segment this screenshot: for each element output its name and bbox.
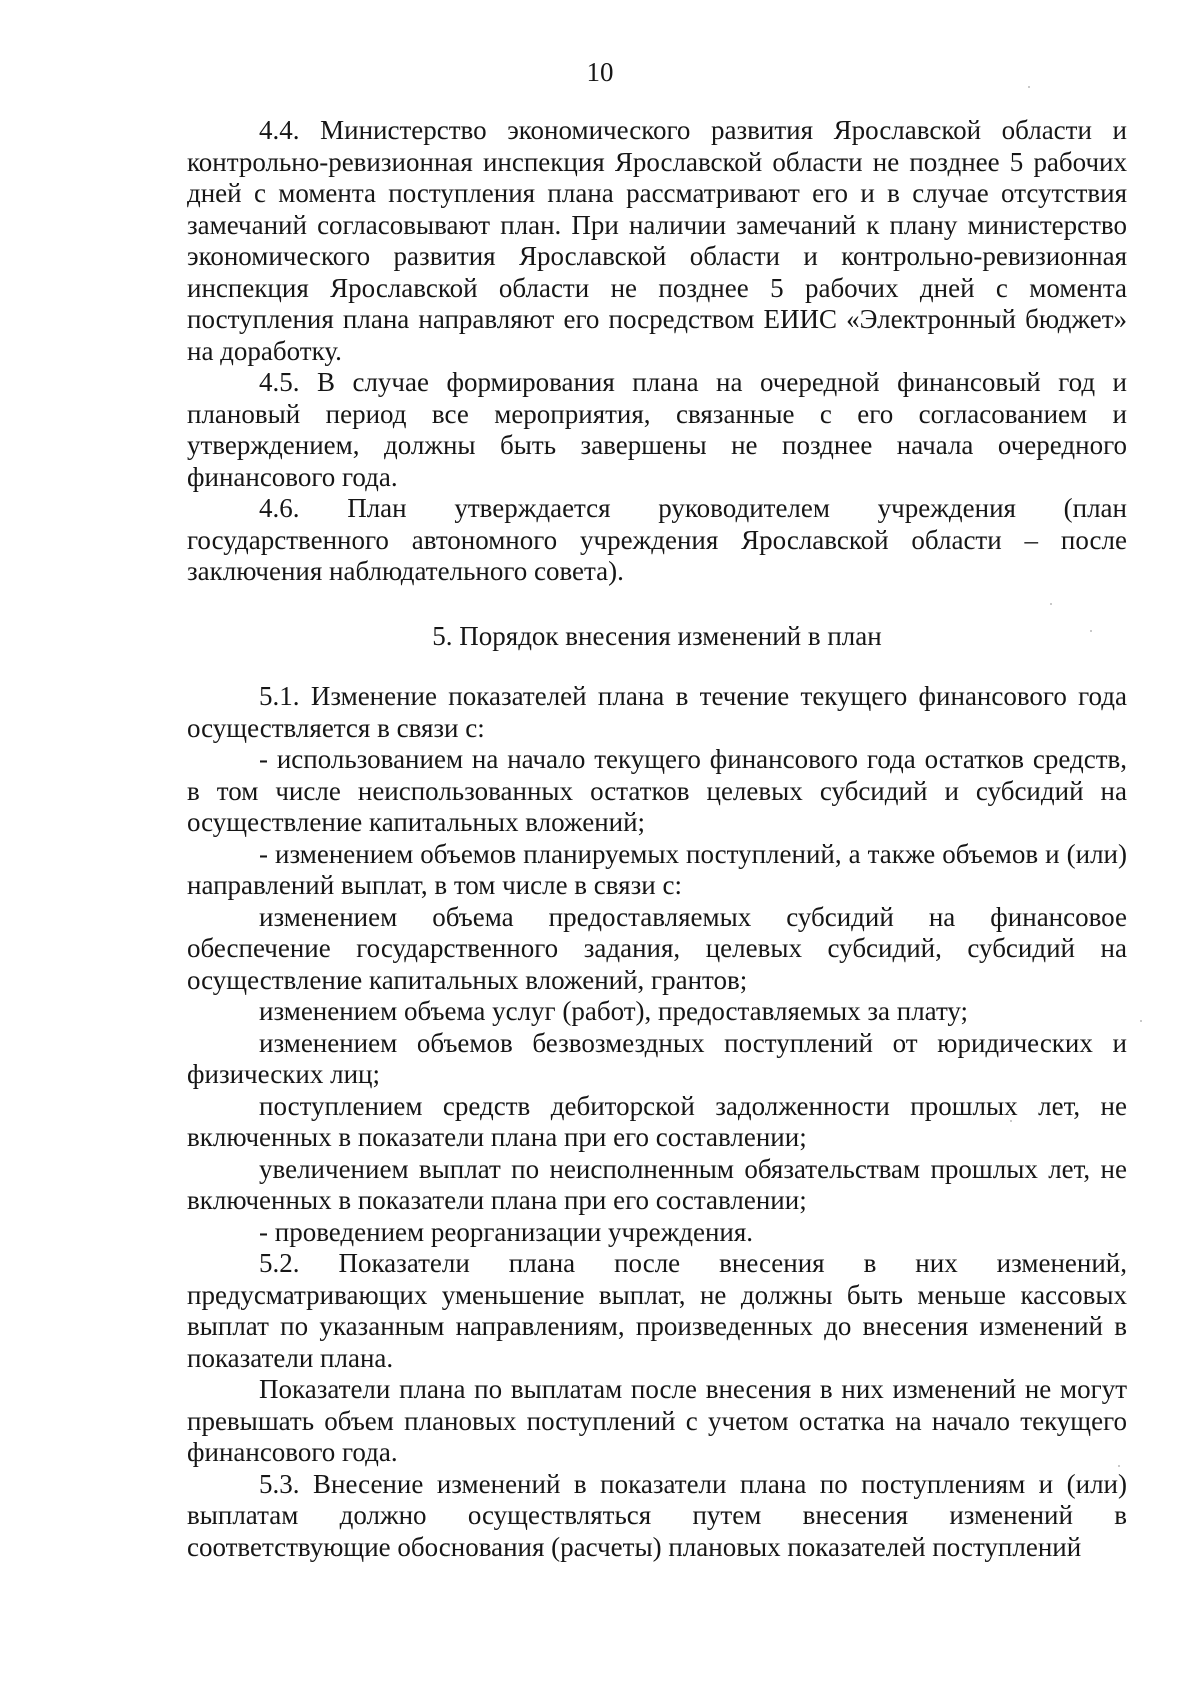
paragraph-4-5: 4.5. В случае формирования плана на очередной финансовый год и плановый период все мероприятия, связанные с его согласованием и утверждением, должны быть завершены не позднее начала очередного финансового года. [187,367,1127,492]
paragraph-5-2: 5.2. Показатели плана после внесения в них изменений, предусматривающих уменьшение выплат, не должны быть меньше кассовых выплат по указанным направлениям, произведенных до внесения изменений в показатели плана. [187,1248,1127,1373]
scan-speck [1028,86,1030,88]
paragraph-5-1-subitem-receivables: поступлением средств дебиторской задолженности прошлых лет, не включенных в показатели плана при его составлении; [187,1090,1127,1152]
page-number: 10 [586,57,614,87]
document-body [187,115,1127,1563]
scan-speck [1140,1020,1142,1022]
paragraph-5-1-item-volume-changes: - изменением объемов планируемых поступлений, а также объемов и (или) направлений выплат, в том числе в связи с: [187,838,1127,900]
paragraph-5-1-subitem-paid-services: изменением объема услуг (работ), предоставляемых за плату; [259,996,969,1026]
paragraph-5-1-item-reorganization: - проведением реорганизации учреждения. [259,1216,754,1247]
paragraph-5-1-subitem-donations: изменением объемов безвозмездных поступлений от юридических и физических лиц; [187,1027,1127,1089]
paragraph-5-1-subitem-obligations: увеличением выплат по неисполненным обязательствам прошлых лет, не включенных в показатели плана при его составлении; [187,1153,1127,1215]
scan-speck [1118,1465,1120,1467]
section-5-heading: 5. Порядок внесения изменений в план [432,620,882,651]
paragraph-5-1-subitem-subsidies: изменением объема предоставляемых субсидий на финансовое обеспечение государственного задания, целевых субсидий, субсидий на осуществление капитальных вложений, грантов; [187,901,1127,995]
paragraph-5-3: 5.3. Внесение изменений в показатели плана по поступлениям и (или) выплатам должно осуществляться путем внесения изменений в соответствующие обоснования (расчеты) плановых показателей поступлений [187,1468,1127,1562]
paragraph-4-4: 4.4. Министерство экономического развития Ярославской области и контрольно-ревизионная инспекция Ярославской области не позднее 5 рабочих дней с момента поступления плана рассматривают его и в случае отсутствия замечаний согласовывают план. При наличии замечаний к плану министерство экономического развития Ярославской области и контрольно-ревизионная инспекция Ярославской области не позднее 5 рабочих дней с момента поступления плана направляют его посредством ЕИИС «Электронный бюджет» на доработку. [187,115,1127,366]
paragraph-5-1: 5.1. Изменение показателей плана в течение текущего финансового года осуществляется в связи с: [187,681,1127,743]
paragraph-5-1-item-remaining-funds: - использованием на начало текущего финансового года остатков средств, в том числе неиспользованных остатков целевых субсидий и субсидий на осуществление капитальных вложений; [187,744,1127,837]
scan-speck [1090,630,1092,632]
scan-speck [1010,1120,1012,1122]
scan-speck [1050,603,1052,605]
paragraph-4-6: 4.6. План утверждается руководителем учреждения (план государственного автономного учреждения Ярославской области – после заключения наблюдательного совета). [187,493,1127,586]
paragraph-5-2-continued: Показатели плана по выплатам после внесения в них изменений не могут превышать объем плановых поступлений с учетом остатка на начало текущего финансового года. [187,1374,1127,1467]
